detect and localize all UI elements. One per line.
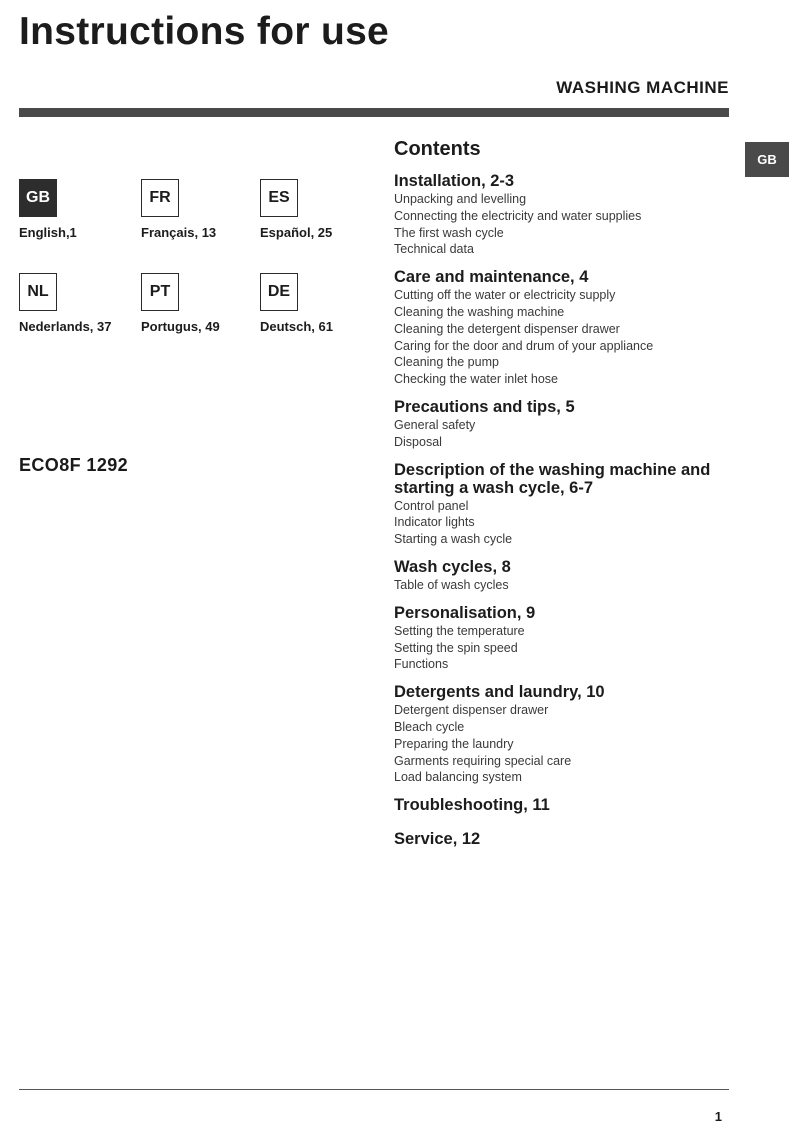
toc-section <box>394 796 734 814</box>
model-number: ECO8F 1292 <box>19 455 129 475</box>
toc-section <box>394 558 734 594</box>
toc-item[interactable]: Setting the spin speed <box>394 640 518 655</box>
toc-section-title[interactable]: Description of the washing machine and starting a wash cycle, 6-7 <box>394 460 711 497</box>
language-code-badge: DE <box>260 273 298 311</box>
toc-section <box>394 461 734 548</box>
language-label: Español, 25 <box>260 225 333 240</box>
toc-section <box>394 683 734 786</box>
toc-item[interactable]: Cutting off the water or electricity supply <box>394 288 616 303</box>
toc-item[interactable]: Control panel <box>394 498 469 513</box>
language-fr[interactable] <box>141 179 216 240</box>
toc-item[interactable]: Starting a wash cycle <box>394 532 513 547</box>
toc-item[interactable]: The first wash cycle <box>394 225 504 240</box>
language-pt[interactable] <box>141 273 220 334</box>
language-code-badge: ES <box>260 179 298 217</box>
language-de[interactable] <box>260 273 333 334</box>
language-code-badge: NL <box>19 273 57 311</box>
header-divider <box>19 108 729 117</box>
toc-item[interactable]: Cleaning the detergent dispenser drawer <box>394 321 620 336</box>
toc-item[interactable]: Caring for the door and drum of your appliance <box>394 338 654 353</box>
language-label: Français, 13 <box>141 225 217 240</box>
toc-section <box>394 604 734 673</box>
toc-item[interactable]: Bleach cycle <box>394 719 465 734</box>
table-of-contents <box>394 138 734 858</box>
toc-item[interactable]: Cleaning the pump <box>394 355 499 370</box>
toc-item[interactable]: Functions <box>394 657 449 672</box>
toc-item[interactable]: Technical data <box>394 242 474 257</box>
toc-section <box>394 172 734 258</box>
toc-item[interactable]: General safety <box>394 417 476 432</box>
toc-item[interactable]: Detergent dispenser drawer <box>394 703 549 718</box>
toc-item[interactable]: Checking the water inlet hose <box>394 372 558 387</box>
toc-item[interactable]: Unpacking and levelling <box>394 192 527 206</box>
language-label: Deutsch, 61 <box>260 319 333 334</box>
toc-section <box>394 830 734 848</box>
toc-section-title[interactable]: Installation, 2-3 <box>394 172 515 190</box>
language-nl[interactable] <box>19 273 112 334</box>
toc-item[interactable]: Indicator lights <box>394 515 475 530</box>
toc-item[interactable]: Disposal <box>394 434 442 449</box>
language-label: Portugus, 49 <box>141 319 220 334</box>
toc-section-title[interactable]: Detergents and laundry, 10 <box>394 683 605 702</box>
toc-section <box>394 268 734 388</box>
language-es[interactable] <box>260 179 332 240</box>
footer-divider <box>19 1089 729 1090</box>
language-side-tab: GB <box>745 142 789 177</box>
toc-item[interactable]: Setting the temperature <box>394 623 525 638</box>
toc-section <box>394 398 734 451</box>
toc-item[interactable]: Table of wash cycles <box>394 577 509 592</box>
toc-item[interactable]: Cleaning the washing machine <box>394 304 565 319</box>
language-code-badge: GB <box>19 179 57 217</box>
language-label: English,1 <box>19 225 77 240</box>
toc-item[interactable]: Load balancing system <box>394 770 522 785</box>
toc-section-title[interactable]: Service, 12 <box>394 830 481 849</box>
toc-section-title[interactable]: Precautions and tips, 5 <box>394 397 575 416</box>
toc-section-title[interactable]: Personalisation, 9 <box>394 603 536 622</box>
product-category: WASHING MACHINE <box>556 78 729 97</box>
toc-section-title[interactable]: Care and maintenance, 4 <box>394 268 589 287</box>
page-number: 1 <box>714 1109 722 1124</box>
toc-item[interactable]: Preparing the laundry <box>394 736 514 751</box>
language-label: Nederlands, 37 <box>19 319 112 334</box>
toc-section-title[interactable]: Wash cycles, 8 <box>394 557 511 576</box>
page-title: Instructions for use <box>19 10 390 53</box>
toc-item[interactable]: Connecting the electricity and water supplies <box>394 208 642 223</box>
toc-section-title[interactable]: Troubleshooting, 11 <box>394 796 550 815</box>
language-code-badge: FR <box>141 179 179 217</box>
language-gb[interactable] <box>19 179 77 240</box>
contents-heading: Contents <box>394 138 481 160</box>
language-code-badge: PT <box>141 273 179 311</box>
toc-item[interactable]: Garments requiring special care <box>394 753 572 768</box>
